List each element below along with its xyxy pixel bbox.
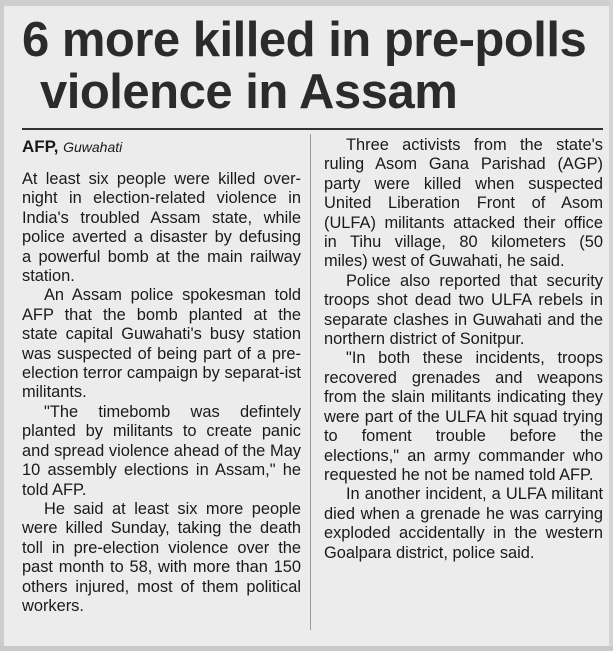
paragraph: He said at least six more people were killed Sunday, taking the death toll in pre-election violence over the past month to 58, with more than 150 others injured, most of them political workers. [22, 499, 301, 615]
paragraph: "The timebomb was defintely planted by militants to create panic and spread violence ahead of the May 10 assembly elections in Assam," he told AFP. [22, 402, 301, 499]
headline-line-1: 6 more killed in pre-polls [22, 13, 587, 67]
scan-edge-right [609, 0, 613, 651]
paragraph: In another incident, a ULFA militant died when a grenade he was carrying exploded accidentally in the western Goalpara district, police said. [324, 485, 603, 562]
paragraph: "In both these incidents, troops recovered grenades and weapons from the slain militants indicating they were part of the ULFA hit squad trying to foment trouble before the elections," an army commander who requested he not be named told AFP. [324, 349, 603, 484]
scan-edge-bottom [0, 646, 613, 651]
column-divider [310, 134, 311, 630]
column-left [22, 136, 301, 616]
byline-agency: AFP, [22, 137, 59, 156]
paragraph: An Assam police spokesman told AFP that the bomb planted at the state capital Guwahati's busy station was suspected of being part of a pre-election terror campaign by separat-ist militants. [22, 286, 301, 402]
paragraph: At least six people were killed over-night in election-related violence in India's troubled Assam state, while police averted a disaster by defusing a powerful bomb at the main railway station. [22, 170, 301, 286]
paragraph: Police also reported that security troops shot dead two ULFA rebels in separate clashes in Guwahati and the northern district of Sonitpur. [324, 271, 603, 349]
byline [22, 136, 301, 158]
column-right [324, 136, 603, 563]
headline-line-2: violence in Assam [40, 65, 458, 119]
paragraph: Three activists from the state's ruling Asom Gana Parishad (AGP) party were killed when suspected United Liberation Front of Asom (ULFA) militants attacked their office in Tihu village, 80 kilometers (50 miles) west of Guwahati, he said. [324, 136, 603, 271]
headline-rule [22, 128, 603, 130]
scan-edge-left [0, 0, 4, 651]
headline [22, 14, 602, 118]
scan-edge-top [0, 0, 613, 6]
byline-city: Guwahati [63, 139, 123, 155]
